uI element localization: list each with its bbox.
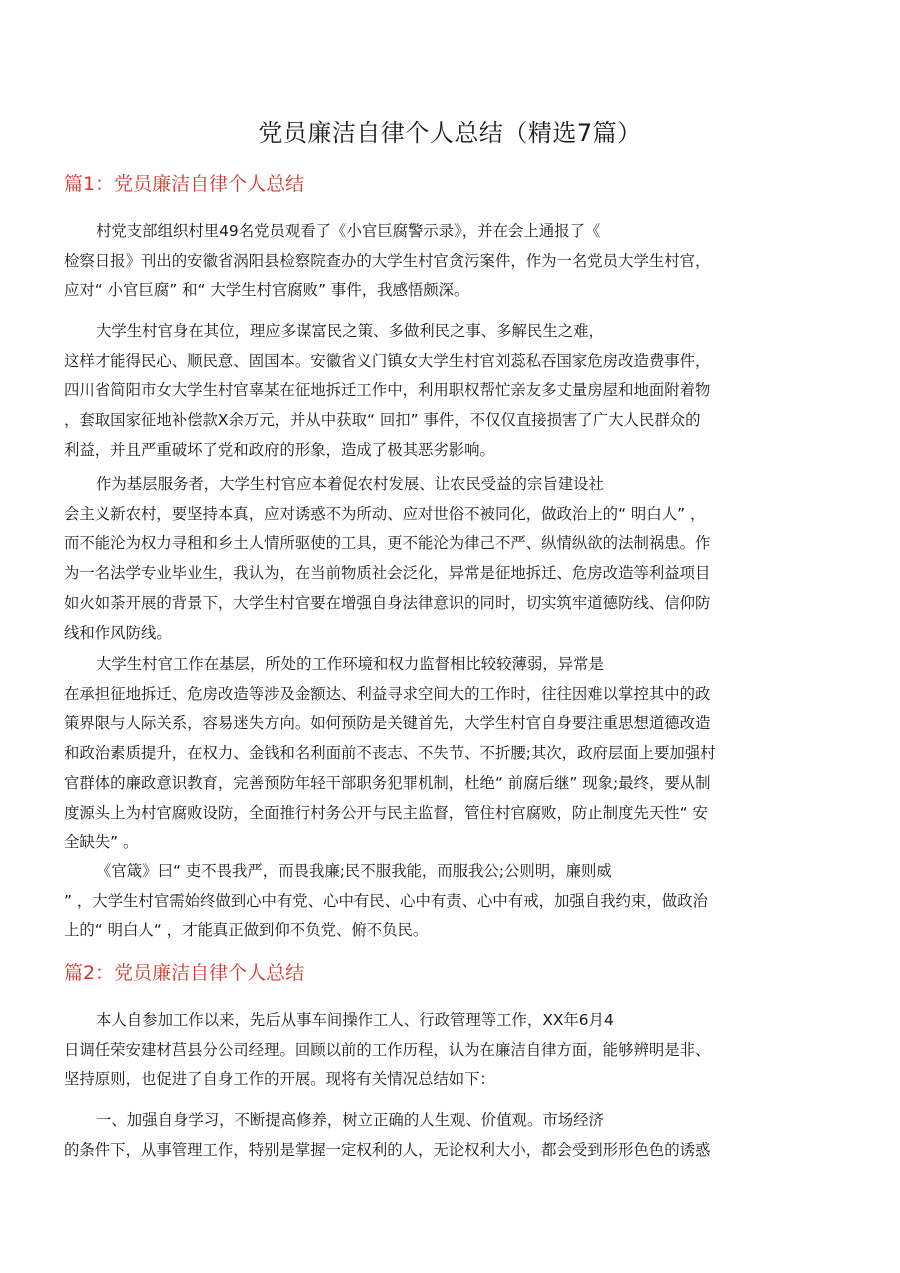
section-1-paragraph-2 — [64, 317, 834, 466]
section-2-heading: 篇2：党员廉洁自律个人总结 — [64, 962, 305, 984]
text-line: 上的“ 明白人“ ，才能真正做到仰不负党、俯不负民。 — [64, 921, 429, 940]
text-line: 检察日报》刊出的安徽省涡阳县检察院查办的大学生村官贪污案件，作为一名党员大学生村官， — [64, 251, 711, 270]
text-line: 和政治素质提升，在权力、金钱和名利面前不丧志、不失节、不折腰;其次，政府层面上要加强村 — [64, 744, 716, 763]
text-line: 会主义新农村，要坚持本真，应对诱惑不为所动、应对世俗不被同化，做政治上的“ 明白人” ， — [64, 504, 706, 523]
text-line: 策界限与人际关系，容易迷失方向。如何预防是关键首先，大学生村官自身要注重思想道德改造 — [64, 714, 711, 733]
text-line: 全缺失” 。 — [64, 833, 139, 852]
text-line: 官群体的廉政意识教育，完善预防年轻干部职务犯罪机制，杜绝“ 前腐后继” 现象;最终，要从制 — [64, 773, 711, 792]
section-1-paragraph-4 — [64, 650, 834, 858]
text-line: 这样才能得民心、顺民意、固国本。安徽省义门镇女大学生村官刘蕊私吞国家危房改造费事件， — [64, 351, 711, 370]
section-2-paragraph-1 — [64, 1006, 834, 1095]
text-line: 为一名法学专业毕业生，我认为，在当前物质社会泛化，异常是征地拆迁、危房改造等利益项目 — [64, 564, 711, 583]
section-1-heading: 篇1：党员廉洁自律个人总结 — [64, 173, 305, 195]
text-line: 四川省简阳市女大学生村官辜某在征地拆迁工作中，利用职权帮忙亲友多丈量房屋和地面附着物 — [64, 381, 711, 400]
text-line: ” ，大学生村官需始终做到心中有党、心中有民、心中有责、心中有戒，加强自我约束，做政治 — [64, 891, 708, 910]
section-1-paragraph-5 — [64, 857, 834, 946]
text-line: 本人自参加工作以来，先后从事车间操作工人、行政管理等工作，XX年6月4 — [96, 1011, 614, 1029]
text-line: 日调任荣安建材莒县分公司经理。回顾以前的工作历程，认为在廉洁自律方面，能够辨明是非、 — [64, 1040, 711, 1059]
text-line: 度源头上为村官腐败设防，全面推行村务公开与民主监督，管住村官腐败，防止制度先天性“ 安 — [64, 803, 708, 822]
text-line: 坚持原则，也促进了自身工作的开展。现将有关情况总结如下： — [64, 1070, 495, 1089]
section-1-paragraph-3 — [64, 470, 834, 648]
text-line: 线和作风防线。 — [64, 623, 172, 642]
text-line: 大学生村官工作在基层，所处的工作环境和权力监督相比较较薄弱，异常是 — [96, 655, 604, 673]
text-line: 一、加强自身学习，不断提高修养，树立正确的人生观、价值观。市场经济 — [96, 1111, 604, 1129]
text-line: 村党支部组织村里49名党员观看了《小官巨腐警示录》，并在会上通报了《 — [96, 222, 601, 240]
text-line: 利益，并且严重破坏了党和政府的形象，造成了极其恶劣影响。 — [64, 440, 495, 459]
text-line: 而不能沦为权力寻租和乡土人情所驱使的工具，更不能沦为律己不严、纵情纵欲的法制祸患。作 — [64, 534, 711, 553]
text-line: 应对“ 小官巨腐” 和“ 大学生村官腐败” 事件，我感悟颇深。 — [64, 281, 470, 300]
text-line: 的条件下，从事管理工作，特别是掌握一定权利的人，无论权利大小，都会受到形形色色的诱惑 — [64, 1140, 711, 1159]
section-2-paragraph-2 — [64, 1106, 834, 1165]
text-line: 作为基层服务者，大学生村官应本着促农村发展、让农民受益的宗旨建设社 — [96, 475, 604, 493]
text-line: 如火如荼开展的背景下，大学生村官要在增强自身法律意识的同时，切实筑牢道德防线、信仰防 — [64, 593, 711, 612]
section-1-paragraph-1 — [64, 217, 834, 306]
text-line: 在承担征地拆迁、危房改造等涉及金额达、利益寻求空间大的工作时，往往因难以掌控其中的政 — [64, 684, 711, 703]
document-title: 党员廉洁自律个人总结（精选7篇） — [258, 119, 642, 147]
text-line: 《官箴》曰“ 吏不畏我严，而畏我廉;民不服我能，而服我公;公则明，廉则威 — [96, 862, 612, 880]
text-line: 大学生村官身在其位，理应多谋富民之策、多做利民之事、多解民生之难， — [96, 322, 604, 340]
text-line: ，套取国家征地补偿款X余万元，并从中获取“ 回扣” 事件，不仅仅直接损害了广大人民群众的 — [64, 411, 701, 430]
